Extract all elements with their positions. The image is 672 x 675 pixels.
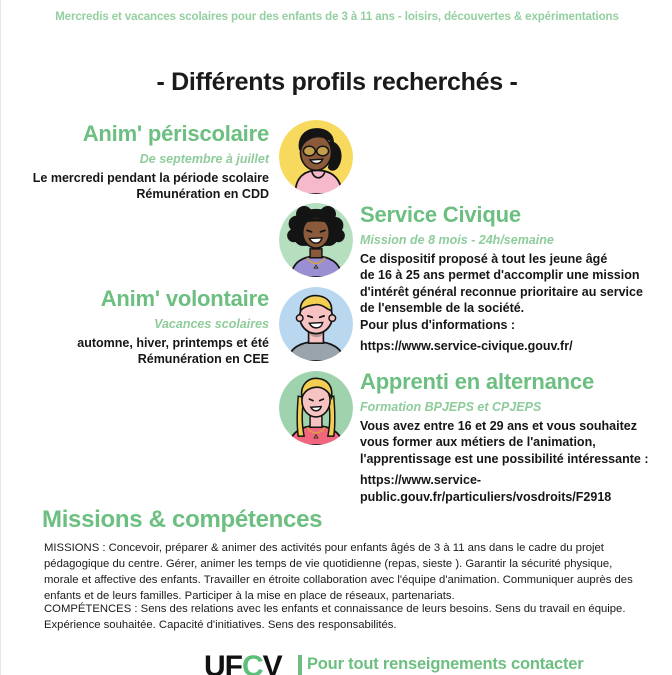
profile-body-line: Ce dispositif proposé à tout les jeune âgé (360, 251, 608, 266)
profile-title: Anim' volontaire (100, 286, 269, 311)
profile-title: Service Civique (360, 202, 521, 227)
profile-body-line: Le mercredi pendant la période scolaire (32, 170, 269, 185)
profile-title: Apprenti en alternance (360, 369, 594, 394)
profile-body-line: Vous avez entre 16 et 29 ans et vous souhaitez (360, 418, 637, 433)
profile-service-civique (360, 203, 672, 355)
profile-subtitle: Vacances scolaires (154, 316, 269, 331)
profile-body (360, 251, 672, 355)
ufcv-logo-part2: C (242, 650, 263, 675)
page-title: - Différents profils recherchés - (156, 68, 518, 96)
profile-body-line: l'apprentissage est une possibilité intéressante : (360, 451, 649, 466)
avatar-woman-afro-purple-top (279, 203, 353, 277)
ufcv-logo-part1: UF (204, 650, 242, 675)
competences-paragraph: COMPÉTENCES : Sens des relations avec les enfants et connaissance de leurs besoins. Sens du travail en équipe. Expérience souhaitée. Capacité d'initiatives. Sens des responsabilités. (44, 603, 626, 632)
profile-body (1, 170, 269, 203)
profile-body-line: d'intérêt général reconnue prioritaire au service (360, 284, 643, 299)
service-public-link[interactable]: https://www.service-public.gouv.fr/particuliers/vosdroits/F2918 (360, 473, 612, 504)
footer-divider-bar (298, 655, 302, 675)
profile-anim-periscolaire (1, 122, 269, 203)
profile-body-line: de 16 à 25 ans permet d'accomplir une mission (360, 268, 640, 283)
profile-body (1, 335, 269, 368)
profile-title: Anim' périscolaire (82, 121, 269, 146)
ufcv-logo (204, 652, 282, 675)
profile-body-line: Rémunération en CDD (136, 187, 269, 202)
footer-contact-text: Pour tout renseignements contacter (307, 655, 584, 673)
profile-body (360, 418, 672, 506)
profile-subtitle: Formation BPJEPS et CPJEPS (360, 399, 542, 414)
profile-body-line: automne, hiver, printemps et été (77, 335, 269, 350)
banner-tagline: Mercredis et vacances scolaires pour des enfants de 3 à 11 ans - loisirs, découvertes & expérimentations (55, 11, 619, 23)
missions-competences-heading: Missions & compétences (42, 506, 323, 533)
profile-subtitle: De septembre à juillet (139, 151, 269, 166)
avatar-woman-blonde-pink-top (279, 371, 353, 445)
avatar-man-blond-grey-shirt (279, 287, 353, 361)
profile-subtitle: Mission de 8 mois - 24h/semaine (360, 232, 554, 247)
missions-paragraph: MISSIONS : Concevoir, préparer & animer des activités pour enfants âgés de 3 à 11 ans dans le cadre du projet pédagogique du centre. Gérer, animer les temps de vie quotidienne (repas, sieste ). Garantir la sécurité physique, morale et affective des enfants. Travailler en étroite collaboration avec l'équipe d'animation. Communiquer auprès des enfants et de leurs familles. Participer à la mise en place de réseaux, partenariats. (44, 542, 633, 603)
profile-anim-volontaire (1, 287, 269, 368)
ufcv-logo-part3: V (262, 650, 282, 675)
profile-body-line: Pour plus d'informations : (360, 317, 516, 332)
profile-body-line: de l'ensemble de la société. (360, 301, 525, 316)
profile-body-line: vous former aux métiers de l'animation, (360, 435, 596, 450)
profile-body-line: Rémunération en CEE (137, 352, 269, 367)
profile-apprenti-en-alternance (360, 370, 672, 505)
avatar-woman-glasses-pink-hoodie (279, 120, 353, 194)
service-civique-link[interactable]: https://www.service-civique.gouv.fr/ (360, 339, 573, 354)
